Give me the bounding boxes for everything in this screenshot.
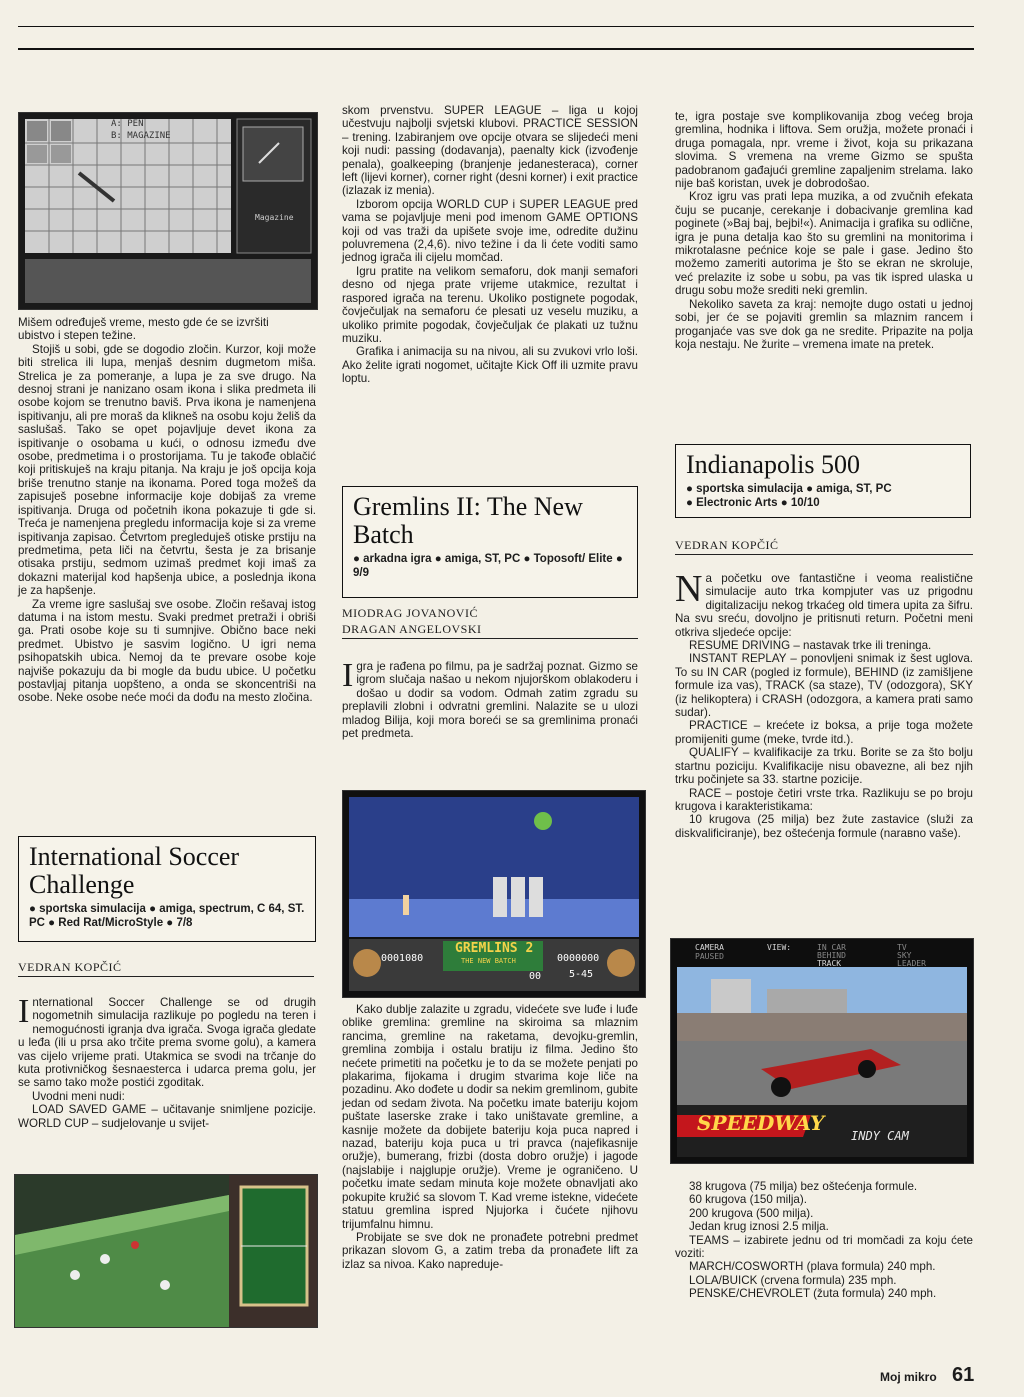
article-author: VEDRAN KOPČIĆ bbox=[18, 960, 314, 977]
col3-list: 60 krugova (150 milja). bbox=[689, 1193, 807, 1207]
col2-paragraph: Izborom opcija WORLD CUP i SUPER LEAGUE pred vama se pojavljuje meni pod imenom GAME OPTIONS koji od vas traži da upišete svoje ime, odredite dužinu poluvremena (2,4,6). nivo težine i da li ćete voditi samo jednog igrača ili cijelu momčad. bbox=[342, 197, 638, 265]
gremlins-logo: GREMLINS 2 bbox=[455, 941, 534, 956]
col3-indy-para: INSTANT REPLAY – ponovljeni snimak iz šest uglova. To su IN CAR (pogled iz formule), BEHIND (iz zamišljene formule iza vas), TRACK (sa staze), TV (odozgora), SKY (iz helikoptera) i CRASH (odozgora, a kamera prati samo sudar). bbox=[675, 652, 973, 720]
gremlins-subtitle: THE NEW BATCH bbox=[461, 957, 516, 965]
indy-menu-camera: CAMERA bbox=[695, 943, 724, 952]
shot1-magazine-label: B: MAGAZINE bbox=[111, 131, 171, 141]
article-header-indianapolis bbox=[675, 444, 971, 518]
col3-indy-para: QUALIFY – kvalifikacije za trku. Borite se za što bolju startnu poziciju. Kvalifikacije nisu obavezne, ali bez njih trku počinjete sa 33. startne pozicije. bbox=[675, 746, 973, 787]
article-title: International Soccer Challenge bbox=[29, 842, 240, 899]
article-header-soccer bbox=[18, 836, 316, 942]
col2-paragraph: skom prvenstvu. SUPER LEAGUE – liga u kojoj učestvuju najbolji svjetski klubovi. PRACTICE SESSION – trening. Izabiranjem ove opcije otvara se slijedeći meni koji nudi: passing (dodavanja), paenalty kick (izvođenje penala), goalkeeping (branjenje jedanesteraca), corner left (lijevi korner), corner right (desni korner) i exit practice (izlazak iz menia). bbox=[342, 104, 638, 198]
col1-soccer-para: Uvodni meni nudi: bbox=[32, 1089, 125, 1103]
col3-indy-para: RACE – postoje četiri vrste trka. Razlikuju se po broju krugova i karakteristikama: bbox=[675, 786, 973, 813]
col3-paragraph: te, igra postaje sve komplikovanija zbog većeg broja gremlina, hodnika i liftova. Sem oružja, možete pronaći i druga pomagala, npr. vreme i život, koja su prikazana slovima. S vremena na vreme Gizmo se spušta padobranom gađajući gremline zapaljenim strelama. Iako nije baš koristan, uvek je dobrodošao. bbox=[675, 110, 973, 191]
col1-paragraph: Za vreme igre saslušaj sve osobe. Zločin rešavaj istog datuma i na istom mestu. Svaki predmet pretraži i obriši ga. Prati osobe koje su ti sumnjive. Obično bace neki predmet. Ubistvo je sasvim logično. U igri nema psihopatskih ubica. Nemoj da te prevare osobe koje najviše pokazuju da bi mogle da budu ubice. U početku postavljaj pitanja uopšteno, a onda se skoncentriši na osobe. Neke osobe neće moći da dođu na mesto zločina. bbox=[18, 597, 316, 705]
indy-menu-paused: PAUSED bbox=[695, 952, 724, 961]
col2-paragraph: Grafika i animacija su na nivou, ali su zvukovi vrlo loši. Ako želite igrati nogomet, učitajte Kick Off ili uzmite pravu loptu. bbox=[342, 345, 638, 386]
col3-list: PENSKE/CHEVROLET (žuta formula) 240 mph. bbox=[689, 1287, 937, 1301]
indy-menu-leader: LEADER bbox=[897, 959, 926, 968]
gremlins-score-1: 0001080 bbox=[381, 953, 424, 964]
murder-game-graphic bbox=[19, 113, 317, 309]
indy-cam-label: INDY CAM bbox=[851, 1129, 909, 1143]
indy-banner: SPEEDWAY bbox=[697, 1111, 825, 1135]
article-title: Indianapolis 500 bbox=[686, 450, 861, 479]
indy-menu-view: VIEW: bbox=[767, 943, 792, 952]
article-author-2: DRAGAN ANGELOVSKI bbox=[342, 622, 638, 639]
footer-magazine: Moj mikro bbox=[880, 1370, 937, 1384]
col2-gremlins-para: Kako dublje zalazite u zgradu, videćete sve luđe i luđe oblike gremlina: gremline na skiroima sa mlaznim rancima, gremline na raketama, devojku-gremlin, gremlina zombija i ostalu bratiju iz filma. Jedino što nećete primetiti na početku je to da se možete penjati po plakarima, fijokama i drugim stvarima koje liče na pozadinu. Ako dođete u dodir sa nekim gremlinom, gubite jedan od sedam života. Na početku imate bateriju kojom puštate laserske zrake i tako uništavate gremline, a kasnije možete da dobijete bateriju koja puca napred i nazad, bateriju koja puca u tri pravca (najefikasnije oružje), bumerang, frizbi (dosta dobro oružje) i jagode (najslabije i najglupje oružje). Vreme je ograničeno. U početku imate sedam minuta koje možete obnavljati ako pokupite kružić sa slovom T. Kad vreme istekne, videćete statuu gremlina ispred Njujorka i čućete njihovu trijumfalnu himnu. bbox=[342, 1003, 638, 1231]
col1-soccer-text bbox=[18, 993, 316, 1130]
col3-list: 38 krugova (75 milja) bez oštećenja formule. bbox=[689, 1180, 918, 1193]
gremlins-lives: 00 bbox=[529, 971, 542, 982]
screenshot-soccer bbox=[14, 1174, 318, 1328]
col3-list: MARCH/COSWORTH (plava formula) 240 mph. bbox=[689, 1260, 936, 1274]
article-meta: ● arkadna igra ● amiga, ST, PC ● Toposoft/ Elite ● 9/9 bbox=[353, 553, 623, 579]
indy-menu-incar: IN CAR bbox=[817, 943, 846, 952]
dropcap: N bbox=[675, 568, 703, 610]
soccer-graphic bbox=[15, 1175, 317, 1327]
col3-indy-para: RESUME DRIVING – nastavak trke ili treninga. bbox=[689, 639, 932, 653]
caption-line-2: ubistvo i stepen težine. bbox=[18, 329, 136, 343]
col1-soccer-para: LOAD SAVED GAME – učitavanje snimljene pozicije. WORLD CUP – sudjelovanje u svijet- bbox=[18, 1103, 316, 1130]
col3-indy-para: PRACTICE – krećete iz boksa, a prije toga možete promijeniti gume (meke, tvrde itd.). bbox=[675, 719, 973, 746]
indy-menu-tv: TV bbox=[897, 943, 907, 952]
col3-indy-text bbox=[675, 568, 973, 840]
screenshot-indianapolis bbox=[670, 938, 974, 1164]
article-author-1: MIODRAG JOVANOVIĆ bbox=[342, 606, 478, 620]
col3-after-shot bbox=[675, 1180, 973, 1301]
col1-soccer-para: nternational Soccer Challenge se od drugih nogometnih simulacija razlikuje po pogledu na teren i nemogućnosti igranja dva igrača. Svoga igrača gledate u leđa (ili u prsa ako trčite prema svome golu), a kamera vas cijelo vrijeme prati. Utakmica se svodi na trčanje do kuta protivničkog šesnaesterca i udarca prema golu, jer se samo tako može postići zgoditak. bbox=[18, 996, 316, 1090]
col3-paragraph: Nekoliko saveta za kraj: nemojte dugo ostati u jednoj sobi, jer će se pojaviti gremlin sa mlaznim rancem i proganjaće vas sve dok ga ne sredite. Pripazite na polja koja nestaju. Ne žurite – vremena imate na pretek. bbox=[675, 297, 973, 351]
col2-gremlins-lead bbox=[342, 657, 638, 741]
col3-list: 200 krugova (500 milja). bbox=[689, 1206, 814, 1220]
dropcap: I bbox=[342, 657, 354, 694]
footer-page-number: 61 bbox=[952, 1364, 975, 1386]
top-rule-thin bbox=[18, 26, 974, 27]
article-title: Gremlins II: The New Batch bbox=[353, 492, 583, 549]
col3-text-top bbox=[675, 110, 973, 351]
screenshot-gremlins bbox=[342, 790, 646, 998]
article-meta: ● sportska simulacija ● amiga, spectrum, C 64, ST. PC ● Red Rat/MicroStyle ● 7/8 bbox=[29, 903, 305, 929]
shot1-pen-label: A: PEN bbox=[111, 119, 144, 129]
article-header-gremlins bbox=[342, 486, 638, 598]
col1-text bbox=[18, 316, 316, 705]
gremlins-graphic bbox=[343, 791, 645, 997]
col3-paragraph: Kroz igru vas prati lepa muzika, a od zvučnih efekata čuju se pucanje, cerekanje i dobacivanje gremlina kad poginete (»Baj baj, bejbi!«). Animacija i grafika su odlične, igra je puna detalja kao što su gremlini na monitorima i mikrotalasne pećnice koje se pale i gase. Jedino što možemo zameriti autorima je što se ekran ne skroluje, već prelazite iz sobe u sobu, pa vas tik ispred ulaska u drugu sobu može srediti neki gremlin. bbox=[675, 190, 973, 298]
indy-menu-sky: SKY bbox=[897, 951, 912, 960]
col2-text-top bbox=[342, 104, 638, 386]
indy-menu-behind: BEHIND bbox=[817, 951, 846, 960]
shot1-side-label: Magazine bbox=[255, 213, 294, 222]
indy-menu-track: TRACK bbox=[817, 959, 842, 968]
screenshot-murder-game bbox=[18, 112, 318, 310]
col2-gremlins-text bbox=[342, 1003, 638, 1271]
col1-paragraph: Stojiš u sobi, gde se dogodio zločin. Kurzor, koji može biti strelica ili lupa, menjaš desnim dugmetom miša. Strelica je za pomeranje, a lupa je za sve drugo. Na desnoj strani je nanizano osam ikona i slika predmeta ili osobe kojom se trenutno baviš. Prva ikona je namenjena ispitivanju, ali pre moraš da klikneš na osobu koju želiš da saslušaš. Tako se opet pojavljuje devet ikona za ispitivanje o osobama u kući, o odnosu između dve osobe, predmetima i o prostorijama. Tu je takođe oblačić koji pritiskuješ na kraju pitanja. Na kraju je još opcija koja briše trenutno stanje na ikonama. Pored toga možeš da zapisuješ posebne informacije koje dobijaš za vreme ispitivanja. Druga od početnih ikona pokazuje ti gde si. Treća je namenjena pregledu informacija koje si za vreme ispitivanja zapisao. Četvrtom pregleduješ otiske prstiju na predmetima, peta liči na četvrtu, šesta je za brisanje otisaka prstiju, sedmom uzimaš predmet koji imaš za dokazni materijal kod hapšenja ubice, a poslednja ikona je za hapšenje. bbox=[18, 342, 316, 598]
gremlins-timer: 5-45 bbox=[569, 969, 594, 980]
col2-lead: gra je rađena po filmu, pa je sadržaj poznat. Gizmo se igrom slučaja našao u nekom njujorškom oblakoderu i došao u dodir sa vodom. Odmah zatim zgradu su preplavili zlobni i odvratni gremlini. Nalazite se u ulozi mladog Bilija, koji mora boreći se sa gremlinima pronaći pet predmeta. bbox=[342, 660, 638, 741]
col3-list: Jedan krug iznosi 2.5 milja. bbox=[689, 1220, 829, 1234]
article-author: VEDRAN KOPČIĆ bbox=[675, 538, 973, 555]
gremlins-score-2: 0000000 bbox=[557, 953, 600, 964]
article-meta-1: ● sportska simulacija ● amiga, ST, PC bbox=[686, 483, 892, 495]
col3-indy-para: 10 krugova (25 milja) bez žute zastavice (služi za diskvalificiranje), bez oštećenja formule (narавno vaše). bbox=[675, 813, 973, 840]
col3-list: TEAMS – izabirete jednu od tri momčadi za koju ćete voziti: bbox=[675, 1233, 973, 1261]
col2-paragraph: Igru pratite na velikom semaforu, dok manji semafori desno od njega prate vrijeme utakmice, rezultat i raspored igrača na terenu. Ukoliko postignete pogodak, čovječuljak na semaforu će plesati uz veselu muziku, a ukoliko primite pogodak, čovječuljak će plakati uz tužnu muziku. bbox=[342, 264, 638, 345]
col3-list: LOLA/BUICK (crvena formula) 235 mph. bbox=[689, 1273, 897, 1287]
article-meta-2: ● Electronic Arts ● 10/10 bbox=[686, 497, 820, 509]
dropcap: I bbox=[18, 993, 30, 1030]
col2-gremlins-para: Probijate se sve dok ne pronađete potrebni predmet prikazan slovom G, a zatim treba da pronađete lift za izlaz sa nivoa. Kako napreduje- bbox=[342, 1230, 638, 1271]
top-rule-thick bbox=[18, 48, 974, 50]
caption-line-1: Mišem određuješ vreme, mesto gde će se izvršiti bbox=[18, 316, 269, 329]
col3-lead: a početku ove fantastične i veoma realistične simulacije auto trka kompjuter vas uz prigodnu digitalizaciju nekog trkaćeg old timera upita za šifru. Na svu sreću, dovoljno je pritisnuti return. Početni meni otkriva sljedeće opcije: bbox=[675, 572, 973, 639]
